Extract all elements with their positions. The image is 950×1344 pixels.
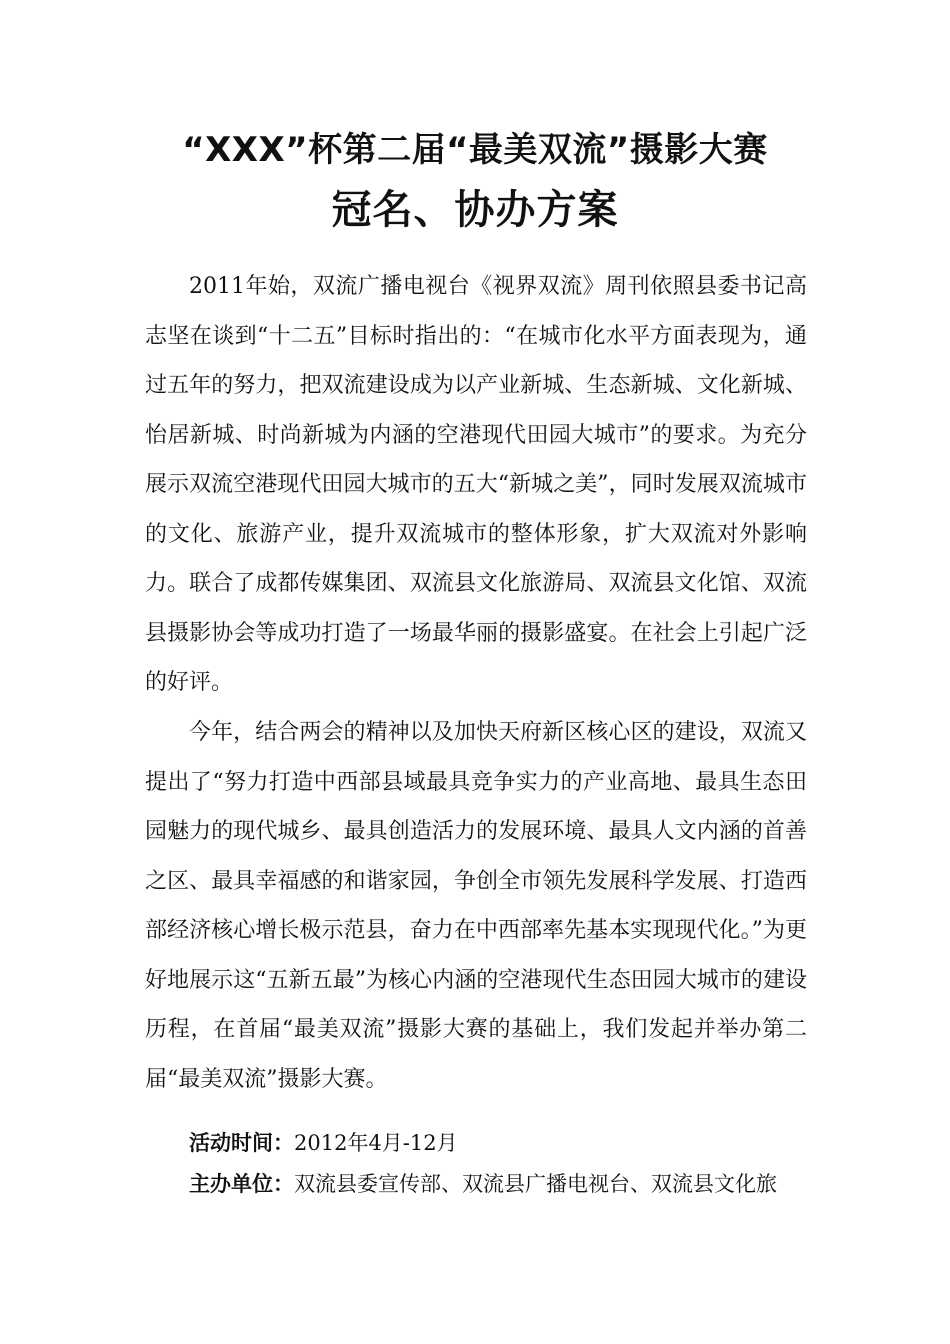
paragraph-2-block bbox=[145, 708, 807, 1104]
info-label: 活动时间： bbox=[189, 1131, 294, 1155]
info-label: 主办单位： bbox=[189, 1172, 294, 1196]
paragraph-1-block bbox=[145, 262, 807, 708]
document-title: “XXX”杯第二届“最美双流”摄影大赛 bbox=[182, 130, 768, 170]
info-row-organizer bbox=[145, 1163, 807, 1205]
paragraph: 今年，结合两会的精神以及加快天府新区核心区的建设，双流又提出了“努力打造中西部县域最具竞争实力的产业高地、最具生态田园魅力的现代城乡、最具创造活力的发展环境、最具人文内涵的首善之区、最具幸福感的和谐家园，争创全市领先发展科学发展、打造西部经济核心增长极示范县，奋力在中西部率先基本实现现代化。”为更好地展示这“五新五最”为核心内涵的空港现代生态田园大城市的建设历程，在首届“最美双流”摄影大赛的基础上，我们发起并举办第二届“最美双流”摄影大赛。 bbox=[145, 720, 807, 1092]
paragraph: 2011年始，双流广播电视台《视界双流》周刊依照县委书记高志坚在谈到“十二五”目标时指出的：“在城市化水平方面表现为，通过五年的努力，把双流建设成为以产业新城、生态新城、文化新城、怡居新城、时尚新城为内涵的空港现代田园大城市”的要求。为充分展示双流空港现代田园大城市的五大“新城之美”，同时发展双流城市的文化、旅游产业，提升双流城市的整体形象，扩大双流对外影响力。联合了成都传媒集团、双流县文化旅游局、双流县文化馆、双流县摄影协会等成功打造了一场最华丽的摄影盛宴。在社会上引起广泛的好评。 bbox=[145, 274, 807, 695]
info-value: 2012年4月-12月 bbox=[294, 1131, 458, 1155]
info-value: 双流县委宣传部、双流县广播电视台、双流县文化旅 bbox=[294, 1172, 777, 1196]
info-row-activity-time bbox=[145, 1122, 807, 1164]
document-subtitle: 冠名、协办方案 bbox=[331, 187, 619, 233]
